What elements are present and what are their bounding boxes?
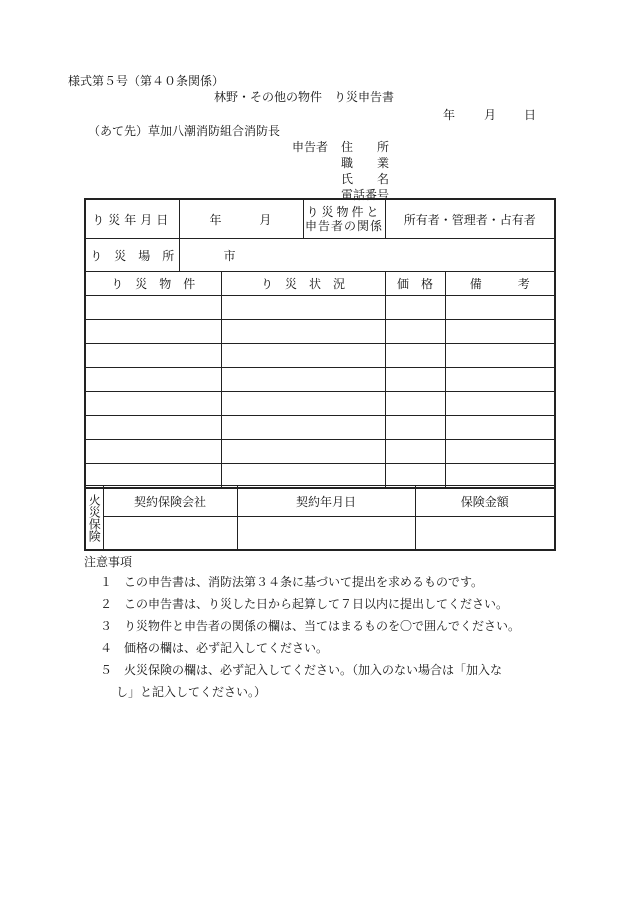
property-cell[interactable]: [85, 416, 221, 440]
relation-value[interactable]: 所有者・管理者・占有者: [385, 199, 555, 239]
status-cell[interactable]: [221, 344, 385, 368]
insurance-amount-field[interactable]: [415, 517, 555, 551]
relation-label-line1: り災物件と: [306, 205, 382, 219]
property-cell[interactable]: [85, 392, 221, 416]
remarks-cell[interactable]: [445, 440, 555, 464]
table-row: [85, 368, 555, 392]
location-city: 市: [223, 248, 236, 263]
remarks-cell[interactable]: [445, 320, 555, 344]
table-row: [85, 440, 555, 464]
date-month: 月: [484, 108, 497, 122]
insurance-side-label: 火災保険: [85, 486, 103, 551]
price-cell[interactable]: [385, 320, 445, 344]
addressee: （あて先）草加八潮消防組合消防長: [88, 124, 281, 138]
status-cell[interactable]: [221, 320, 385, 344]
property-cell[interactable]: [85, 296, 221, 320]
form-number: 様式第５号（第４０条関係）: [68, 74, 225, 88]
date-year: 年: [443, 108, 456, 122]
form-title: 林野・その他の物件 り災申告書: [214, 90, 395, 104]
col-price: 価 格: [385, 272, 445, 296]
disaster-date-field[interactable]: [179, 199, 303, 239]
note-item: ３ り災物件と申告者の関係の欄は、当てはまるものを〇で囲んでください。: [100, 619, 521, 633]
price-cell[interactable]: [385, 416, 445, 440]
price-cell[interactable]: [385, 368, 445, 392]
property-cell[interactable]: [85, 320, 221, 344]
disaster-month: 月: [259, 212, 272, 227]
relation-label: [303, 199, 385, 239]
remarks-cell[interactable]: [445, 368, 555, 392]
insurance-company-field[interactable]: [103, 517, 237, 551]
contract-date-field[interactable]: [237, 517, 415, 551]
note-item-continuation: し」と記入してください。）: [116, 685, 267, 699]
property-cell[interactable]: [85, 344, 221, 368]
col-property: り 災 物 件: [85, 272, 221, 296]
remarks-cell[interactable]: [445, 416, 555, 440]
note-item: ４ 価格の欄は、必ず記入してください。: [100, 641, 329, 655]
disaster-year: 年: [209, 212, 222, 227]
status-cell[interactable]: [221, 440, 385, 464]
status-cell[interactable]: [221, 368, 385, 392]
table-row: [85, 296, 555, 320]
property-cell[interactable]: [85, 440, 221, 464]
notes-heading: 注意事項: [84, 555, 133, 569]
note-item: １ この申告書は、消防法第３４条に基づいて提出を求めるものです。: [100, 575, 484, 589]
remarks-cell[interactable]: [445, 344, 555, 368]
status-cell[interactable]: [221, 416, 385, 440]
occupation-label: 職 業: [341, 156, 390, 170]
name-label: 氏 名: [341, 172, 390, 186]
date-day: 日: [524, 108, 537, 122]
col-remarks: 備 考: [445, 272, 555, 296]
price-cell[interactable]: [385, 392, 445, 416]
disaster-report-table: [84, 198, 556, 489]
price-cell[interactable]: [385, 440, 445, 464]
note-item: ２ この申告書は、り災した日から起算して７日以内に提出してください。: [100, 597, 509, 611]
phone-label: 電話番号: [341, 188, 390, 202]
insurance-table: [84, 485, 556, 551]
price-cell[interactable]: [385, 344, 445, 368]
relation-label-line2: 申告者の関係: [305, 219, 384, 233]
location-label: り 災 場 所: [85, 239, 179, 272]
col-insurance-amount: 保険金額: [415, 486, 555, 517]
reporter-label: 申告者: [292, 140, 329, 154]
remarks-cell[interactable]: [445, 392, 555, 416]
col-contract-date: 契約年月日: [237, 486, 415, 517]
disaster-date-label: り災年月日: [85, 199, 179, 239]
col-status: り 災 状 況: [221, 272, 385, 296]
table-row: [85, 344, 555, 368]
col-insurance-company: 契約保険会社: [103, 486, 237, 517]
table-row: [85, 392, 555, 416]
location-field[interactable]: [179, 239, 555, 272]
remarks-cell[interactable]: [445, 296, 555, 320]
table-row: [85, 416, 555, 440]
note-item: ５ 火災保険の欄は、必ず記入してください。（加入のない場合は「加入な: [100, 663, 503, 677]
table-row: [85, 320, 555, 344]
status-cell[interactable]: [221, 392, 385, 416]
price-cell[interactable]: [385, 296, 445, 320]
status-cell[interactable]: [221, 296, 385, 320]
address-label: 住 所: [341, 140, 390, 154]
property-cell[interactable]: [85, 368, 221, 392]
